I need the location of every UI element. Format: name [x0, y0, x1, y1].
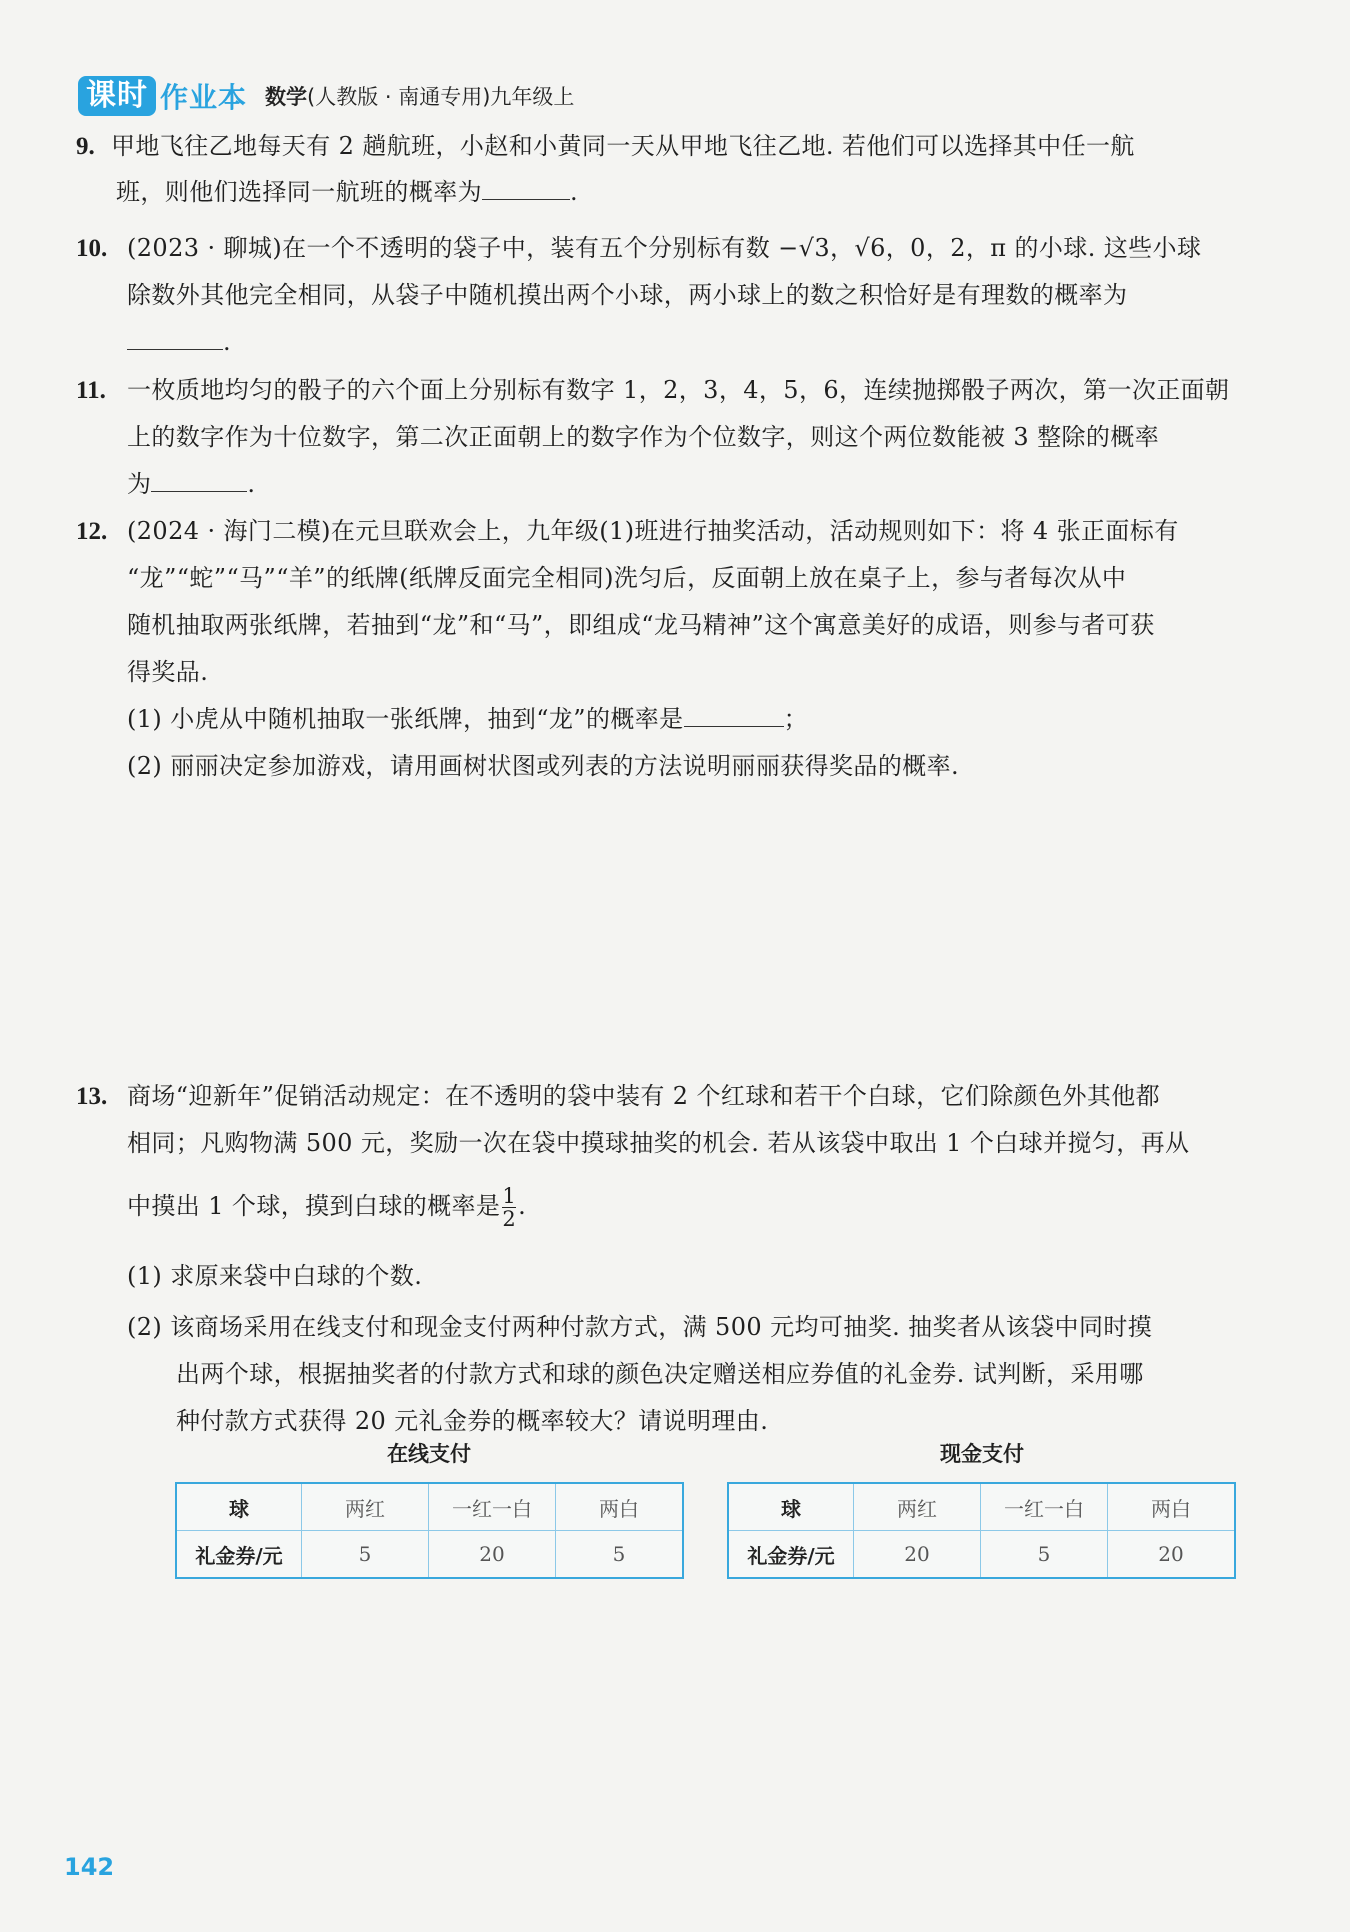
answer-blank[interactable]	[684, 696, 784, 727]
problem-text: 除数外其他完全相同，从袋子中随机摸出两个小球，两小球上的数之积恰好是有理数的概率为	[127, 281, 1128, 309]
problem-text: 为	[127, 470, 152, 498]
table-cell: 两白	[1108, 1483, 1236, 1531]
table-cell: 两白	[556, 1483, 684, 1531]
fraction-one-half	[502, 1185, 516, 1230]
fraction-denominator: 2	[502, 1207, 517, 1231]
problem-text: (2024 · 海门二模)在元旦联欢会上，九年级(1)班进行抽奖活动，活动规则如下：将 4 张正面标有	[127, 517, 1179, 545]
problem-text: “龙”“蛇”“马”“羊”的纸牌(纸牌反面完全相同)洗匀后，反面朝上放在桌子上，参与者每次从中	[127, 564, 1127, 592]
table-row	[728, 1531, 1235, 1579]
problem-text: 商场“迎新年”促销活动规定：在不透明的袋中装有 2 个红球和若干个白球，它们除颜色外其他都	[127, 1082, 1161, 1110]
problem-text-line	[127, 461, 255, 508]
cash-payment-table	[727, 1482, 1236, 1579]
table-cell: 20	[429, 1531, 556, 1579]
table-header-cell: 礼金券/元	[176, 1531, 302, 1579]
subquestion-2: (2) 丽丽决定参加游戏，请用画树状图或列表的方法说明丽丽获得奖品的概率.	[127, 752, 960, 780]
problem-number: 13.	[76, 1083, 108, 1110]
table-title-online: 在线支付	[387, 1442, 471, 1466]
problem-text: 相同；凡购物满 500 元，奖励一次在袋中摸球抽奖的机会. 若从该袋中取出 1 个白球并搅匀，再从	[127, 1129, 1190, 1157]
problem-text: 班，则他们选择同一航班的概率为	[116, 178, 482, 206]
answer-blank[interactable]	[127, 319, 223, 350]
punctuation: ；	[783, 705, 808, 733]
subject-edition: (人教版 · 南通专用)九年级上	[307, 85, 575, 109]
problem-number: 10.	[76, 235, 108, 262]
subquestion-1	[127, 696, 808, 743]
problem-number: 11.	[76, 377, 106, 404]
problem-number: 9.	[76, 133, 95, 160]
problem-text: 得奖品.	[127, 658, 209, 686]
table-cell: 5	[556, 1531, 684, 1579]
answer-blank[interactable]	[482, 169, 570, 200]
problem-text: 中摸出 1 个球，摸到白球的概率是	[127, 1192, 501, 1220]
table-cell: 一红一白	[429, 1483, 556, 1531]
table-title-cash: 现金支付	[940, 1442, 1024, 1466]
page-number: 142	[64, 1853, 115, 1881]
problem-text: 甲地飞往乙地每天有 2 趟航班，小赵和小黄同一天从甲地飞往乙地. 若他们可以选择其中任一航	[111, 132, 1135, 160]
subquestion-text: (1) 小虎从中随机抽取一张纸牌，抽到“龙”的概率是	[127, 705, 684, 733]
page-header	[78, 76, 574, 116]
problem-text: 上的数字作为十位数字，第二次正面朝上的数字作为个位数字，则这个两位数能被 3 整除的概率	[127, 423, 1160, 451]
table-row	[176, 1483, 683, 1531]
table-header-cell: 球	[728, 1483, 854, 1531]
answer-blank[interactable]	[151, 461, 247, 492]
table-cell: 5	[981, 1531, 1108, 1579]
problem-text-line	[127, 319, 231, 366]
problem-text: (2023 · 聊城)在一个不透明的袋子中，装有五个分别标有数 −√3，√6，0，2，π 的小球. 这些小球	[127, 234, 1202, 262]
subquestion-2: (2) 该商场采用在线支付和现金支付两种付款方式，满 500 元均可抽奖. 抽奖者从该袋中同时摸	[127, 1313, 1153, 1341]
fraction-numerator: 1	[502, 1184, 517, 1208]
problem-text: 一枚质地均匀的骰子的六个面上分别标有数字 1，2，3，4，5，6，连续抛掷骰子两次，第一次正面朝	[127, 376, 1230, 404]
punctuation: .	[570, 178, 579, 206]
problem-number: 12.	[76, 518, 108, 545]
online-payment-table	[175, 1482, 684, 1579]
table-cell: 两红	[854, 1483, 981, 1531]
table-cell: 20	[1108, 1531, 1236, 1579]
subject-name: 数学	[265, 85, 308, 109]
table-row	[176, 1531, 683, 1579]
punctuation: .	[247, 470, 256, 498]
subquestion-2-cont: 出两个球，根据抽奖者的付款方式和球的颜色决定赠送相应券值的礼金券. 试判断，采用哪	[176, 1360, 1144, 1388]
table-cell: 一红一白	[981, 1483, 1108, 1531]
subject-line	[265, 81, 574, 111]
table-header-cell: 球	[176, 1483, 302, 1531]
table-row	[728, 1483, 1235, 1531]
problem-text: 随机抽取两张纸牌，若抽到“龙”和“马”，即组成“龙马精神”这个寓意美好的成语，则参与者可获	[127, 611, 1155, 639]
problem-text-line	[116, 169, 578, 216]
subquestion-1: (1) 求原来袋中白球的个数.	[127, 1262, 423, 1290]
book-logo: 课时	[78, 76, 156, 116]
problem-text-line	[127, 1183, 526, 1230]
subquestion-2-cont: 种付款方式获得 20 元礼金券的概率较大？请说明理由.	[176, 1407, 769, 1435]
table-cell: 5	[302, 1531, 429, 1579]
table-cell: 两红	[302, 1483, 429, 1531]
punctuation: .	[518, 1192, 527, 1220]
table-header-cell: 礼金券/元	[728, 1531, 854, 1579]
table-cell: 20	[854, 1531, 981, 1579]
book-logo-text: 作业本	[160, 81, 248, 114]
punctuation: .	[223, 328, 232, 356]
